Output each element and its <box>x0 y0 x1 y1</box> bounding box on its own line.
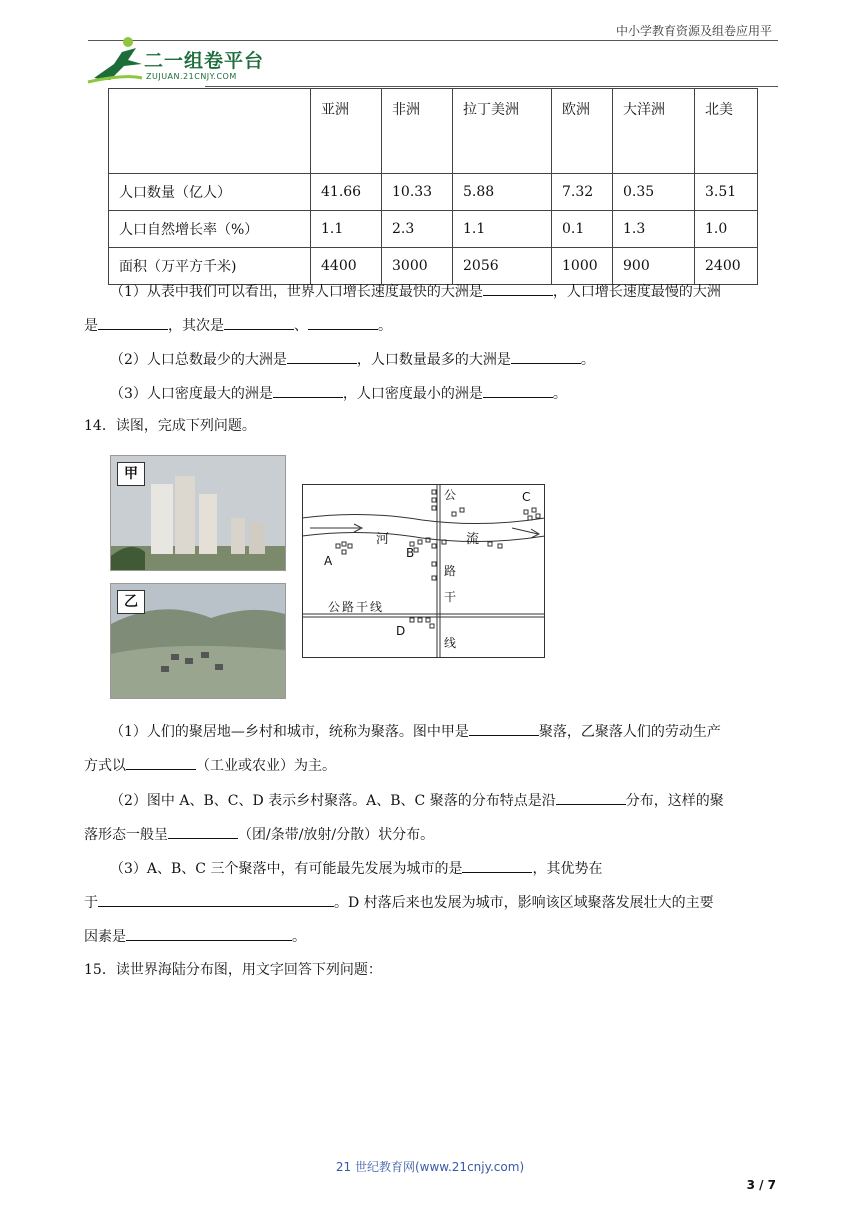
q14-part2-line1 <box>110 789 724 811</box>
table-cell: 3000 <box>382 248 453 285</box>
q13-part1-line2 <box>84 314 392 336</box>
q13-text: 。 <box>378 318 392 334</box>
settlement-map-drawing <box>302 484 545 658</box>
table-cell: 7.32 <box>552 174 613 211</box>
answer-blank <box>483 382 553 398</box>
table-header-cell: 拉丁美洲 <box>453 89 552 174</box>
footer-site-link[interactable]: 21 世纪教育网(www.21cnjy.com) <box>335 1160 525 1174</box>
map-river-label: 流 <box>466 532 480 547</box>
q14-text: 。 <box>292 929 306 945</box>
q13-part1-line1 <box>110 280 721 302</box>
q13-part2 <box>110 348 595 370</box>
table-header-cell: 欧洲 <box>552 89 613 174</box>
table-cell: 1.1 <box>311 211 382 248</box>
q14-text: 方式以 <box>84 758 126 774</box>
table-row <box>109 211 758 248</box>
logo-text: 二一组卷平台 <box>144 50 265 72</box>
q13-text: ，人口密度最小的洲是 <box>342 386 483 402</box>
answer-blank <box>273 382 343 398</box>
table-header-cell: 非洲 <box>382 89 453 174</box>
population-table <box>108 88 758 285</box>
settlement-map <box>302 484 545 658</box>
q13-text: （2）人口总数最少的大洲是 <box>110 352 287 368</box>
table-header-row <box>109 89 758 174</box>
answer-blank <box>168 823 238 839</box>
map-road-label: 路 <box>444 564 457 578</box>
photo-yi-village <box>110 583 286 699</box>
map-settlement-b: B <box>406 546 415 560</box>
map-river-label: 河 <box>376 532 390 547</box>
table-cell: 人口自然增长率（%） <box>109 211 311 248</box>
answer-blank <box>224 314 294 330</box>
q15-title: 15．读世界海陆分布图，用文字回答下列问题： <box>84 962 382 978</box>
q14-text: 因素是 <box>84 929 126 945</box>
q14-part3-line3 <box>84 925 306 947</box>
table-cell: 人口数量（亿人） <box>109 174 311 211</box>
q13-text: （3）人口密度最大的洲是 <box>110 386 273 402</box>
table-cell: 1.1 <box>453 211 552 248</box>
q14-text: ，其优势在 <box>532 861 603 877</box>
q13-text: 、 <box>294 318 308 334</box>
q14-text: 。D 村落后来也发展为城市，影响该区域聚落发展壮大的主要 <box>334 895 714 911</box>
q13-part3 <box>110 382 567 404</box>
answer-blank <box>287 348 357 364</box>
header-site-name: 中小学教育资源及组卷应用平 <box>615 24 772 38</box>
q13-text: ，人口数量最多的大洲是 <box>356 352 511 368</box>
photo-label-jia: 甲 <box>117 462 145 486</box>
q14-text: （2）图中 A、B、C、D 表示乡村聚落。A、B、C 聚落的分布特点是沿 <box>110 793 556 809</box>
map-settlement-d: D <box>396 624 406 638</box>
photo-jia-city <box>110 455 286 571</box>
table-cell: 900 <box>613 248 695 285</box>
table-cell: 2400 <box>695 248 758 285</box>
answer-blank <box>308 314 378 330</box>
q14-part3-line2 <box>84 891 714 913</box>
q14-part2-line2 <box>84 823 434 845</box>
table-cell: 4400 <box>311 248 382 285</box>
answer-blank <box>126 925 292 941</box>
q14-text: （3）A、B、C 三个聚落中，有可能最先发展为城市的是 <box>110 861 463 877</box>
photo-label-yi: 乙 <box>117 590 145 614</box>
table-cell: 1000 <box>552 248 613 285</box>
q13-text: 。 <box>580 352 595 368</box>
table-cell: 1.0 <box>695 211 758 248</box>
table-cell: 10.33 <box>382 174 453 211</box>
page-number: 3 / 7 <box>746 1178 776 1192</box>
answer-blank <box>469 720 539 736</box>
q14-text: 分布，这样的聚 <box>625 793 724 809</box>
answer-blank <box>511 348 581 364</box>
q14-part3-line1 <box>110 857 602 879</box>
q14-text: 落形态一般呈 <box>84 827 168 843</box>
map-road-label: 线 <box>444 636 457 650</box>
logo-subtext: ZUJUAN.21CNJY.COM <box>146 72 237 81</box>
header-divider-lower <box>205 86 778 87</box>
answer-blank <box>462 857 532 873</box>
table-cell: 1.3 <box>613 211 695 248</box>
table-header-cell <box>109 89 311 174</box>
table-row <box>109 174 758 211</box>
table-cell: 面积（万平方千米) <box>109 248 311 285</box>
table-cell: 2.3 <box>382 211 453 248</box>
answer-blank <box>483 280 553 296</box>
q14-part1-line1 <box>110 720 721 742</box>
table-cell: 41.66 <box>311 174 382 211</box>
q13-text: ，其次是 <box>168 318 224 334</box>
q14-text: （1）人们的聚居地—乡村和城市，统称为聚落。图中甲是 <box>110 724 469 740</box>
q13-text: （1）从表中我们可以看出，世界人口增长速度最快的大洲是 <box>110 284 483 300</box>
answer-blank <box>556 789 626 805</box>
map-settlement-a: A <box>324 554 333 568</box>
table-header-cell: 亚洲 <box>311 89 382 174</box>
answer-blank <box>98 314 168 330</box>
map-road-label: 公 <box>444 488 457 502</box>
q14-text: 于 <box>84 895 98 911</box>
table-cell: 2056 <box>453 248 552 285</box>
map-highway-label: 公路干线 <box>328 600 385 614</box>
q14-text: （团/条带/放射/分散）状分布。 <box>238 827 435 843</box>
map-road-label: 干 <box>444 590 457 604</box>
q14-part1-line2 <box>84 754 336 776</box>
q13-text: 。 <box>552 386 567 402</box>
table-cell: 5.88 <box>453 174 552 211</box>
q13-text: 是 <box>84 318 98 334</box>
table-cell: 0.1 <box>552 211 613 248</box>
q14-text: 聚落，乙聚落人们的劳动生产 <box>538 724 721 740</box>
table-cell: 3.51 <box>695 174 758 211</box>
table-row <box>109 248 758 285</box>
table-header-cell: 大洋洲 <box>613 89 695 174</box>
answer-blank <box>126 754 196 770</box>
map-settlement-c: C <box>522 490 531 504</box>
q14-text: （工业或农业）为主。 <box>196 758 336 774</box>
table-header-cell: 北美 <box>695 89 758 174</box>
q14-title: 14．读图，完成下列问题。 <box>84 418 256 434</box>
answer-blank <box>98 891 334 907</box>
table-cell: 0.35 <box>613 174 695 211</box>
q13-text: ，人口增长速度最慢的大洲 <box>552 284 721 300</box>
